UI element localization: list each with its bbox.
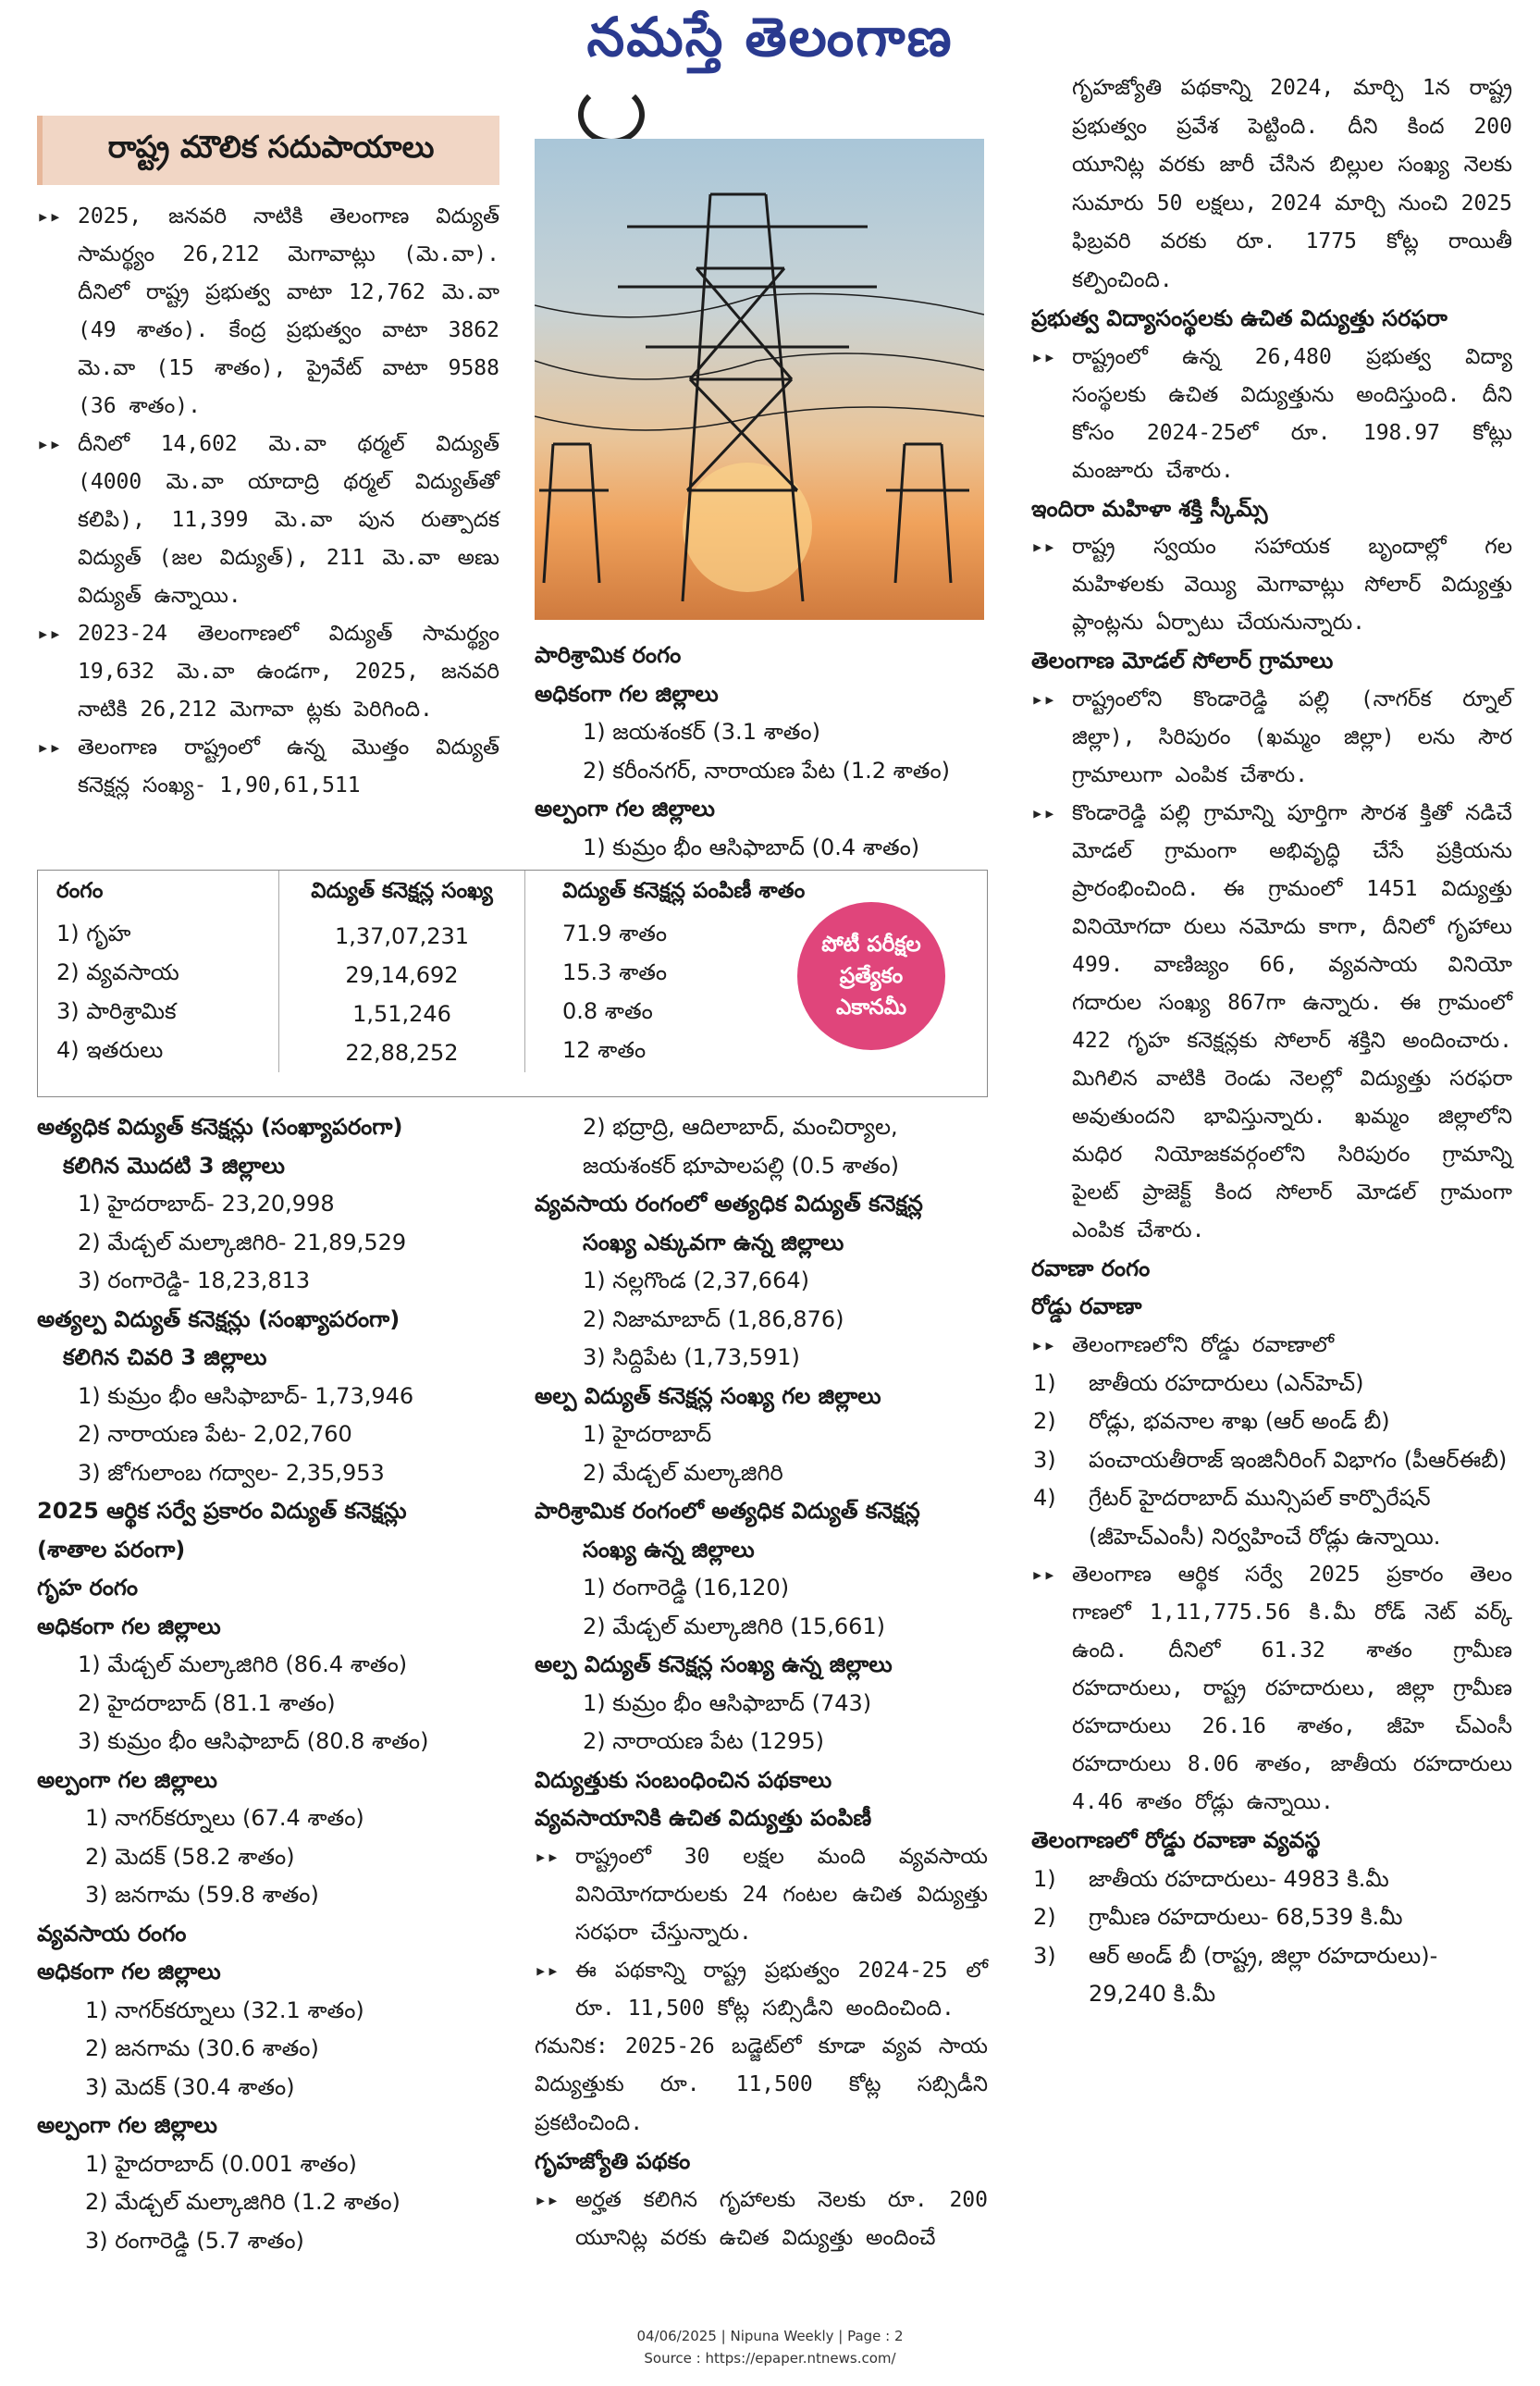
paragraph: గృహజ్యోతి పథకాన్ని 2024, మార్చి 1న రాష్ట్ర ప్రభుత్వం ప్రవేశ పెట్టింది. దీని కింద 200 యూనిట్ల వరకు జారీ చేసిన బిల్లుల సంఖ్య నెలకు సుమారు 50 లక్షలు, 2024 మార్చి నుంచి 2025 ఫిబ్రవరి వరకు రూ. 1775 కోట్ల రాయితీ కల్పించింది.: [1072, 76, 1512, 292]
list-item: [1031, 1365, 1512, 1403]
list-item: 3) జనగామ (59.8 శాతం): [85, 1882, 319, 1908]
item-number: 3): [1033, 1446, 1056, 1473]
column-2-lower: [535, 1108, 988, 2257]
list-item: ▸▸ రాష్ట్రంలో ఉన్న 26,480 ప్రభుత్వ విద్యా సంస్థలకు ఉచిత విద్యుత్తును అందిస్తుంది. దీని కోసం 2024-25లో రూ. 198.97 కోట్లు మంజూరు చేశారు.: [1031, 339, 1512, 490]
list-item: 1) హైదరాబాద్: [583, 1421, 712, 1447]
list-item: జయశంకర్ భూపాలపల్లి (0.5 శాతం): [583, 1152, 900, 1179]
list-item: ▸▸ రాష్ట్రంలో 30 లక్షల మంది వ్యవసాయ వినియోగదారులకు 24 గంటల ఉచిత విద్యుత్తు సరఫరా చేస్తున్నారు.: [535, 1838, 988, 1952]
footer-line: 04/06/2025 | Nipuna Weekly | Page : 2: [636, 2328, 904, 2344]
list-item: 1) హైదరాబాద్- 23,20,998: [78, 1191, 335, 1217]
item-text: గ్రేటర్ హైదరాబాద్ మున్సిపల్ కార్పొరేషన్ (జీహెచ్‌ఎంసీ) నిర్వహించే రోడ్లు ఉన్నాయి.: [1089, 1485, 1441, 1550]
list-item: [1031, 1479, 1512, 1556]
list-item: 2) హైదరాబాద్ (81.1 శాతం): [78, 1689, 336, 1716]
subheading: 2025 ఆర్థిక సర్వే ప్రకారం విద్యుత్ కనెక్షన్లు: [37, 1498, 407, 1524]
list-item: 1) నాగర్‌కర్నూలు (67.4 శాతం): [85, 1805, 364, 1831]
subheading: అల్పంగా గల జిల్లాలు: [535, 796, 715, 822]
table-cell: 3) పారిశ్రామిక: [56, 998, 177, 1024]
list-item: 1) కుమ్రం భీం ఆసిఫాబాద్ (743): [583, 1689, 872, 1716]
list-item: ▸▸ అర్హత కలిగిన గృహాలకు నెలకు రూ. 200 యూనిట్ల వరకు ఉచిత విద్యుత్తు అందించే: [535, 2182, 988, 2257]
road-system-list: [1031, 1861, 1512, 2014]
column-3: [1031, 69, 1512, 2014]
item-text: పంచాయతీరాజ్ ఇంజినీరింగ్ విభాగం (పీఆర్‌ఈబీ): [1089, 1446, 1508, 1473]
subheading: తెలంగాణ మోడల్ సోలార్ గ్రామాలు: [1031, 648, 1334, 674]
list-item: 2) జనగామ (30.6 శాతం): [85, 2035, 319, 2061]
table-cell: 1) గృహ: [56, 921, 131, 946]
subheading: గృహజ్యోతి పథకం: [535, 2148, 691, 2174]
list-item: [1031, 1403, 1512, 1441]
list-item: 1) కుమ్రం భీం ఆసిఫాబాద్ (0.4 శాతం): [583, 834, 920, 860]
list-item: 3) రంగారెడ్డి (5.7 శాతం): [85, 2227, 304, 2254]
column-1: [37, 106, 499, 805]
section-title: రాష్ట్ర మౌలిక సదుపాయాలు: [37, 116, 499, 185]
list-item: 1) మేడ్చల్ మల్కాజిగిరి (86.4 శాతం): [78, 1651, 408, 1677]
list-item: 3) జోగులాంబ గద్వాల- 2,35,953: [78, 1459, 385, 1486]
list-item: 3) కుమ్రం భీం ఆసిఫాబాద్ (80.8 శాతం): [78, 1728, 429, 1754]
subheading: పారిశ్రామిక రంగం: [535, 642, 682, 668]
subheading: కలిగిన మొదటి 3 జిల్లాలు: [63, 1152, 285, 1179]
subheading: వ్యవసాయ రంగం: [37, 1920, 187, 1947]
badge-line: ఎకానమీ: [835, 995, 907, 1020]
table-cell: 22,88,252: [279, 1033, 525, 1072]
list-item: 1) నాగర్‌కర్నూలు (32.1 శాతం): [85, 1997, 364, 2023]
masthead-title: నమస్తే తెలంగాణ: [586, 6, 954, 68]
subheading: పారిశ్రామిక రంగంలో అత్యధిక విద్యుత్ కనెక్షన్ల: [535, 1498, 920, 1524]
subheading: రవాణా రంగం: [1031, 1255, 1151, 1281]
subheading: అధికంగా గల జిల్లాలు: [37, 1613, 221, 1639]
list-item: 1) కుమ్రం భీం ఆసిఫాబాద్- 1,73,946: [78, 1382, 414, 1409]
note-text: గమనిక: 2025-26 బడ్జెట్‌లో కూడా వ్యవ సాయ విద్యుత్తుకు రూ. 11,500 కోట్ల సబ్సిడీని ప్రకటించింది.: [535, 2034, 988, 2135]
item-text: ఆర్ అండ్ బీ (రాష్ట్ర, జిల్లా రహదారులు)- 29,240 కి.మీ: [1089, 1942, 1438, 2007]
logo-fragment-icon: [578, 85, 645, 144]
list-item: 1) నల్లగొండ (2,37,664): [583, 1267, 809, 1293]
list-item: ▸▸ ఈ పథకాన్ని రాష్ట్ర ప్రభుత్వం 2024-25 లో రూ. 11,500 కోట్ల సబ్సిడీని అందించింది.: [535, 1952, 988, 2028]
list-item: ▸▸ 2025, జనవరి నాటికి తెలంగాణ విద్యుత్ సామర్థ్యం 26,212 మెగావాట్లు (మె.వా). దీనిలో రాష్ట్ర ప్రభుత్వ వాటా 12,762 మె.వా (49 శాతం). కేంద్ర ప్రభుత్వం వాటా 3862 మె.వా (15 శాతం), ప్రైవేట్ వాటా 9588 (36 శాతం).: [37, 198, 499, 426]
economy-badge: [797, 902, 945, 1050]
power-tower-illustration: [535, 139, 984, 620]
roads-list: [1031, 1365, 1512, 1557]
list-item: 3) మెదక్ (30.4 శాతం): [85, 2073, 295, 2100]
subheading: అధికంగా గల జిల్లాలు: [535, 680, 719, 707]
subheading: అల్ప విద్యుత్ కనెక్షన్ల సంఖ్య గల జిల్లాలు: [535, 1382, 881, 1409]
item-number: 2): [1033, 1904, 1056, 1930]
subheading: వ్యవసాయానికి ఉచిత విద్యుత్తు పంపిణీ: [535, 1805, 872, 1831]
list-item: ▸▸ 2023-24 తెలంగాణలో విద్యుత్ సామర్థ్యం 19,632 మె.వా ఉండగా, 2025, జనవరి నాటికి 26,212 మెగావా ట్లకు పెరిగింది.: [37, 615, 499, 729]
subheading: అల్పంగా గల జిల్లాలు: [37, 2112, 217, 2138]
table-header: విద్యుత్ కనెక్షన్ల పంపిణీ శాతం: [525, 871, 988, 917]
list-item: ▸▸ కొండారెడ్డి పల్లి గ్రామాన్ని పూర్తిగా సౌరశ క్తితో నడిచే మోడల్ గ్రామంగా అభివృద్ధి చేసే ప్రక్రియను ప్రారంభించింది. ఈ గ్రామంలో 1451 విద్యుత్తు వినియోగదా రులు నమోదు కాగా, దీనిలో గృహాలు 499. వాణిజ్యం 66, వ్యవసాయ వినియో గదారుల సంఖ్య 867గా ఉన్నారు. ఈ గ్రామంలో 422 గృహ కనెక్షన్లకు సోలార్ శక్తిని అందించారు. మిగిలిన వాటికి రెండు నెలల్లో విద్యుత్తు సరఫరా అవుతుందని భావిస్తున్నారు. ఖమ్మం జిల్లాలోని మధిర నియోజకవర్గంలోని సిరిపురం గ్రామాన్ని పైలట్ ప్రాజెక్ట్ కింద సోలార్ మోడల్ గ్రామంగా ఎంపిక చేశారు.: [1031, 795, 1512, 1250]
subheading: ప్రభుత్వ విద్యాసంస్థలకు ఉచిత విద్యుత్తు సరఫరా: [1031, 305, 1448, 331]
list-item: 2) నారాయణ పేట- 2,02,760: [78, 1421, 352, 1447]
item-text: గ్రామీణ రహదారులు- 68,539 కి.మీ: [1089, 1904, 1403, 1930]
subheading: సంఖ్య ఉన్న జిల్లాలు: [583, 1536, 755, 1563]
table-header: రంగం: [56, 879, 104, 903]
subheading: గృహ రంగం: [37, 1575, 139, 1601]
badge-line: పోటీ పరీక్షల: [821, 933, 921, 957]
subheading: (శాతాల పరంగా): [37, 1536, 186, 1563]
footer-source: Source : https://epaper.ntnews.com/: [644, 2350, 896, 2367]
list-item: 2) మెదక్ (58.2 శాతం): [85, 1843, 295, 1870]
table-cell: 2) వ్యవసాయ: [56, 959, 179, 985]
subheading: అత్యధిక విద్యుత్ కనెక్షన్లు (సంఖ్యాపరంగా): [37, 1114, 403, 1140]
subheading: అల్ప విద్యుత్ కనెక్షన్ల సంఖ్య ఉన్న జిల్లాలు: [535, 1651, 893, 1677]
list-item: 2) మేడ్చల్ మల్కాజిగిరి (15,661): [583, 1613, 886, 1639]
table-cell: 15.3 శాతం: [525, 956, 988, 995]
item-text: జాతీయ రహదారులు (ఎన్‌హెచ్): [1089, 1369, 1364, 1396]
list-item: ▸▸ తెలంగాణలోని రోడ్డు రవాణాలో: [1031, 1327, 1512, 1365]
subheading: రోడ్డు రవాణా: [1031, 1293, 1142, 1319]
table-cell: 4) ఇతరులు: [56, 1037, 164, 1063]
list-item: 2) నిజామాబాద్ (1,86,876): [583, 1305, 844, 1332]
item-number: 3): [1033, 1942, 1056, 1969]
list-item: 2) నారాయణ పేట (1295): [583, 1728, 825, 1754]
badge-line: ప్రత్యేకం: [839, 964, 904, 988]
list-item: 3) సిద్దిపేట (1,73,591): [583, 1344, 800, 1370]
subheading: అత్యల్ప విద్యుత్ కనెక్షన్లు (సంఖ్యాపరంగా): [37, 1305, 400, 1332]
table-cell: 1,37,07,231: [279, 917, 525, 956]
item-text: జాతీయ రహదారులు- 4983 కి.మీ: [1089, 1865, 1389, 1892]
list-item: 2) మేడ్చల్ మల్కాజిగిరి (1.2 శాతం): [85, 2189, 400, 2215]
item-number: 2): [1033, 1408, 1056, 1434]
column-2: [535, 637, 986, 867]
list-item: ▸▸ రాష్ట్ర స్వయం సహాయక బృందాల్లో గల మహిళలకు వెయ్యి మెగావాట్లు సోలార్ విద్యుత్తు ప్లాంట్లను ఏర్పాటు చేయనున్నారు.: [1031, 528, 1512, 642]
subheading: అధికంగా గల జిల్లాలు: [37, 1959, 221, 1984]
subheading: సంఖ్య ఎక్కువగా ఉన్న జిల్లాలు: [583, 1229, 844, 1255]
subheading: తెలంగాణలో రోడ్డు రవాణా వ్యవస్థ: [1031, 1827, 1321, 1853]
list-item: 2) మేడ్చల్ మల్కాజిగిరి- 21,89,529: [78, 1229, 407, 1255]
item-number: 1): [1033, 1369, 1056, 1396]
list-item: ▸▸ దీనిలో 14,602 మె.వా థర్మల్ విద్యుత్ (4000 మె.వా యాదాద్రి థర్మల్ విద్యుత్‌తో కలిపి), 11,399 మె.వా పున రుత్పాదక విద్యుత్ (జల విద్యుత్), 211 మె.వా అణు విద్యుత్ ఉన్నాయి.: [37, 426, 499, 615]
list-item: [1031, 1937, 1512, 2014]
list-item: 1) హైదరాబాద్ (0.001 శాతం): [85, 2150, 357, 2177]
subheading: ఇందిరా మహిళా శక్తి స్కీమ్స్: [1031, 495, 1268, 522]
list-item: ▸▸ రాష్ట్రంలోని కొండారెడ్డి పల్లి (నాగర్‌క ర్నూల్ జిల్లా), సిరిపురం (ఖమ్మం జిల్లా) లను సౌర గ్రామాలుగా ఎంపిక చేశారు.: [1031, 681, 1512, 795]
list-item: 2) కరీంనగర్, నారాయణ పేట (1.2 శాతం): [583, 757, 951, 784]
subheading: అల్పంగా గల జిల్లాలు: [37, 1766, 217, 1793]
list-item: 2) భద్రాద్రి, ఆదిలాబాద్, మంచిర్యాల,: [583, 1114, 898, 1140]
subheading: విద్యుత్తుకు సంబంధించిన పథకాలు: [535, 1766, 832, 1793]
list-item: ▸▸ తెలంగాణ రాష్ట్రంలో ఉన్న మొత్తం విద్యుత్ కనెక్షన్ల సంఖ్య- 1,90,61,511: [37, 729, 499, 805]
item-number: 1): [1033, 1865, 1056, 1892]
power-tower-photo: [535, 139, 984, 620]
list-item: 1) రంగారెడ్డి (16,120): [583, 1575, 790, 1601]
list-item: ▸▸ తెలంగాణ ఆర్థిక సర్వే 2025 ప్రకారం తెలం గాణలో 1,11,775.56 కి.మీ రోడ్ నెట్ వర్క్ ఉంది. దీనిలో 61.32 శాతం గ్రామీణ రహదారులు, రాష్ట్ర రహదారులు, జిల్లా గ్రామీణ రహదారులు 26.16 శాతం, జీహె చ్‌ఎంసీ రహదారులు 8.06 శాతం, జాతీయ రహదారులు 4.46 శాతం రోడ్లు ఉన్నాయి.: [1031, 1556, 1512, 1822]
table-cell: 12 శాతం: [525, 1033, 988, 1072]
table-cell: 71.9 శాతం: [525, 917, 988, 956]
item-text: రోడ్లు, భవనాల శాఖ (ఆర్ అండ్ బీ): [1089, 1408, 1390, 1434]
column-1-lower: [37, 1108, 518, 2260]
table-header: విద్యుత్ కనెక్షన్ల సంఖ్య: [279, 871, 525, 917]
table-cell: 0.8 శాతం: [525, 995, 988, 1033]
table-cell: 1,51,246: [279, 995, 525, 1033]
list-item: 2) మేడ్చల్ మల్కాజిగిరి: [583, 1459, 783, 1486]
list-item: [1031, 1861, 1512, 1899]
item-number: 4): [1033, 1485, 1056, 1511]
subheading: కలిగిన చివరి 3 జిల్లాలు: [63, 1344, 267, 1370]
list-item: 3) రంగారెడ్డి- 18,23,813: [78, 1267, 311, 1293]
list-item: [1031, 1898, 1512, 1937]
subheading: వ్యవసాయ రంగంలో అత్యధిక విద్యుత్ కనెక్షన్ల: [535, 1191, 923, 1217]
list-item: [1031, 1441, 1512, 1480]
table-cell: 29,14,692: [279, 956, 525, 995]
list-item: 1) జయశంకర్ (3.1 శాతం): [583, 719, 820, 745]
